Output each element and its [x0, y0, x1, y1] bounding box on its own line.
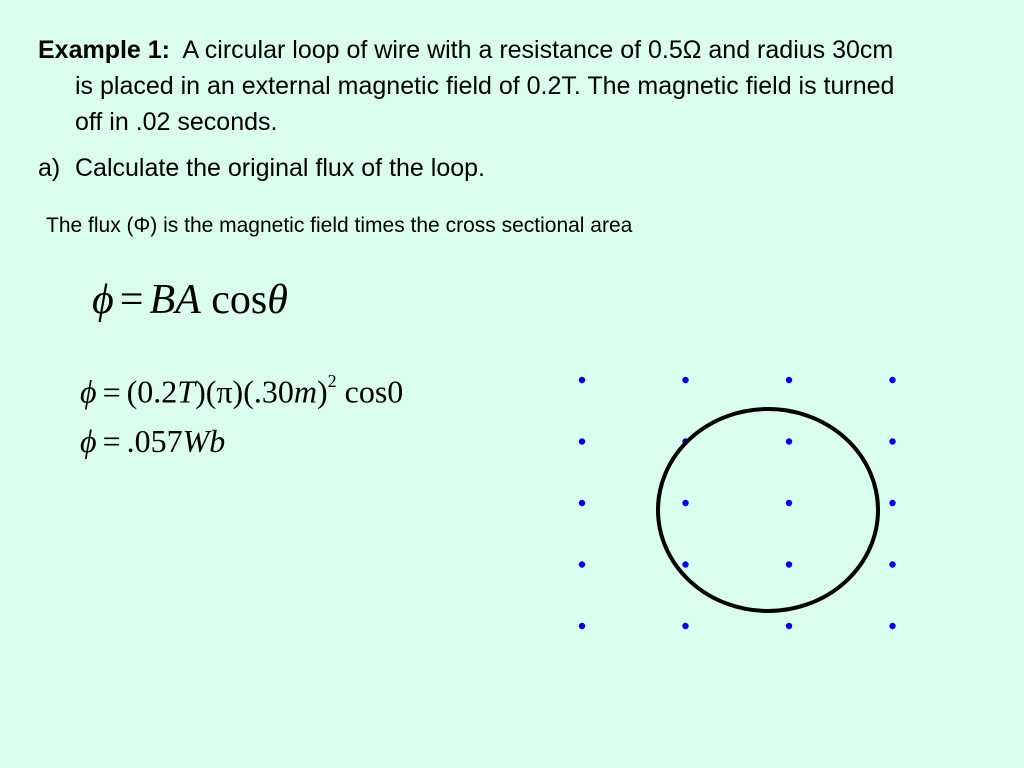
wire-loop — [658, 409, 878, 611]
problem-paragraph — [38, 32, 918, 140]
example-heading: Example 1: — [38, 36, 171, 64]
field-dot — [786, 377, 792, 383]
field-dot — [579, 623, 585, 629]
flux-symbol: ϕ — [92, 277, 114, 323]
radius-value-open: (.30 — [243, 373, 294, 410]
field-dot — [786, 500, 792, 506]
field-dot — [579, 500, 585, 506]
problem-body: A circular loop of wire with a resistance of 0.5Ω and radius 30cm is placed in an external magnetic field of 0.2T. The magnetic field is turned off in .02 seconds. — [75, 36, 895, 136]
field-dot — [682, 377, 688, 383]
equals-sign: = — [102, 373, 121, 410]
equals-sign: = — [102, 423, 121, 459]
field-dot — [786, 438, 792, 444]
radius-value-close: ) — [316, 373, 328, 410]
magnetic-field-diagram — [540, 350, 920, 650]
cos-term: cos0 — [344, 373, 404, 410]
angle-symbol: θ — [267, 277, 288, 323]
pi-factor: (π) — [205, 373, 244, 410]
area-symbol: A — [175, 277, 201, 323]
field-dot — [682, 623, 688, 629]
result-unit: Wb — [182, 423, 226, 459]
field-dot — [682, 561, 688, 567]
part-a — [38, 150, 485, 186]
field-value-close: ) — [195, 373, 206, 410]
substituted-equation — [80, 362, 403, 415]
radius-unit: m — [293, 373, 317, 410]
field-dot — [579, 438, 585, 444]
field-value-open: (0.2 — [126, 373, 178, 410]
flux-symbol: ϕ — [80, 373, 97, 410]
result-value: .057 — [126, 423, 183, 459]
field-dot — [889, 561, 895, 567]
problem-statement — [38, 32, 918, 140]
field-dot — [889, 438, 895, 444]
field-dot — [579, 561, 585, 567]
cos-function: cos — [211, 277, 268, 323]
field-dot — [579, 377, 585, 383]
flux-formula — [92, 272, 288, 328]
equals-sign: = — [119, 277, 144, 323]
result-equation — [80, 418, 225, 464]
field-dot — [682, 500, 688, 506]
field-dot — [889, 500, 895, 506]
field-dot — [786, 561, 792, 567]
field-symbol: B — [149, 277, 176, 323]
field-dot — [786, 623, 792, 629]
field-dot — [889, 377, 895, 383]
field-dot — [889, 623, 895, 629]
flux-symbol: ϕ — [80, 423, 97, 459]
exponent: 2 — [327, 371, 337, 391]
part-a-text: Calculate the original flux of the loop. — [75, 154, 485, 182]
part-a-marker: a) — [38, 154, 61, 182]
field-unit: T — [177, 373, 196, 410]
flux-definition-note: The flux (Φ) is the magnetic field times the cross sectional area — [46, 214, 633, 237]
